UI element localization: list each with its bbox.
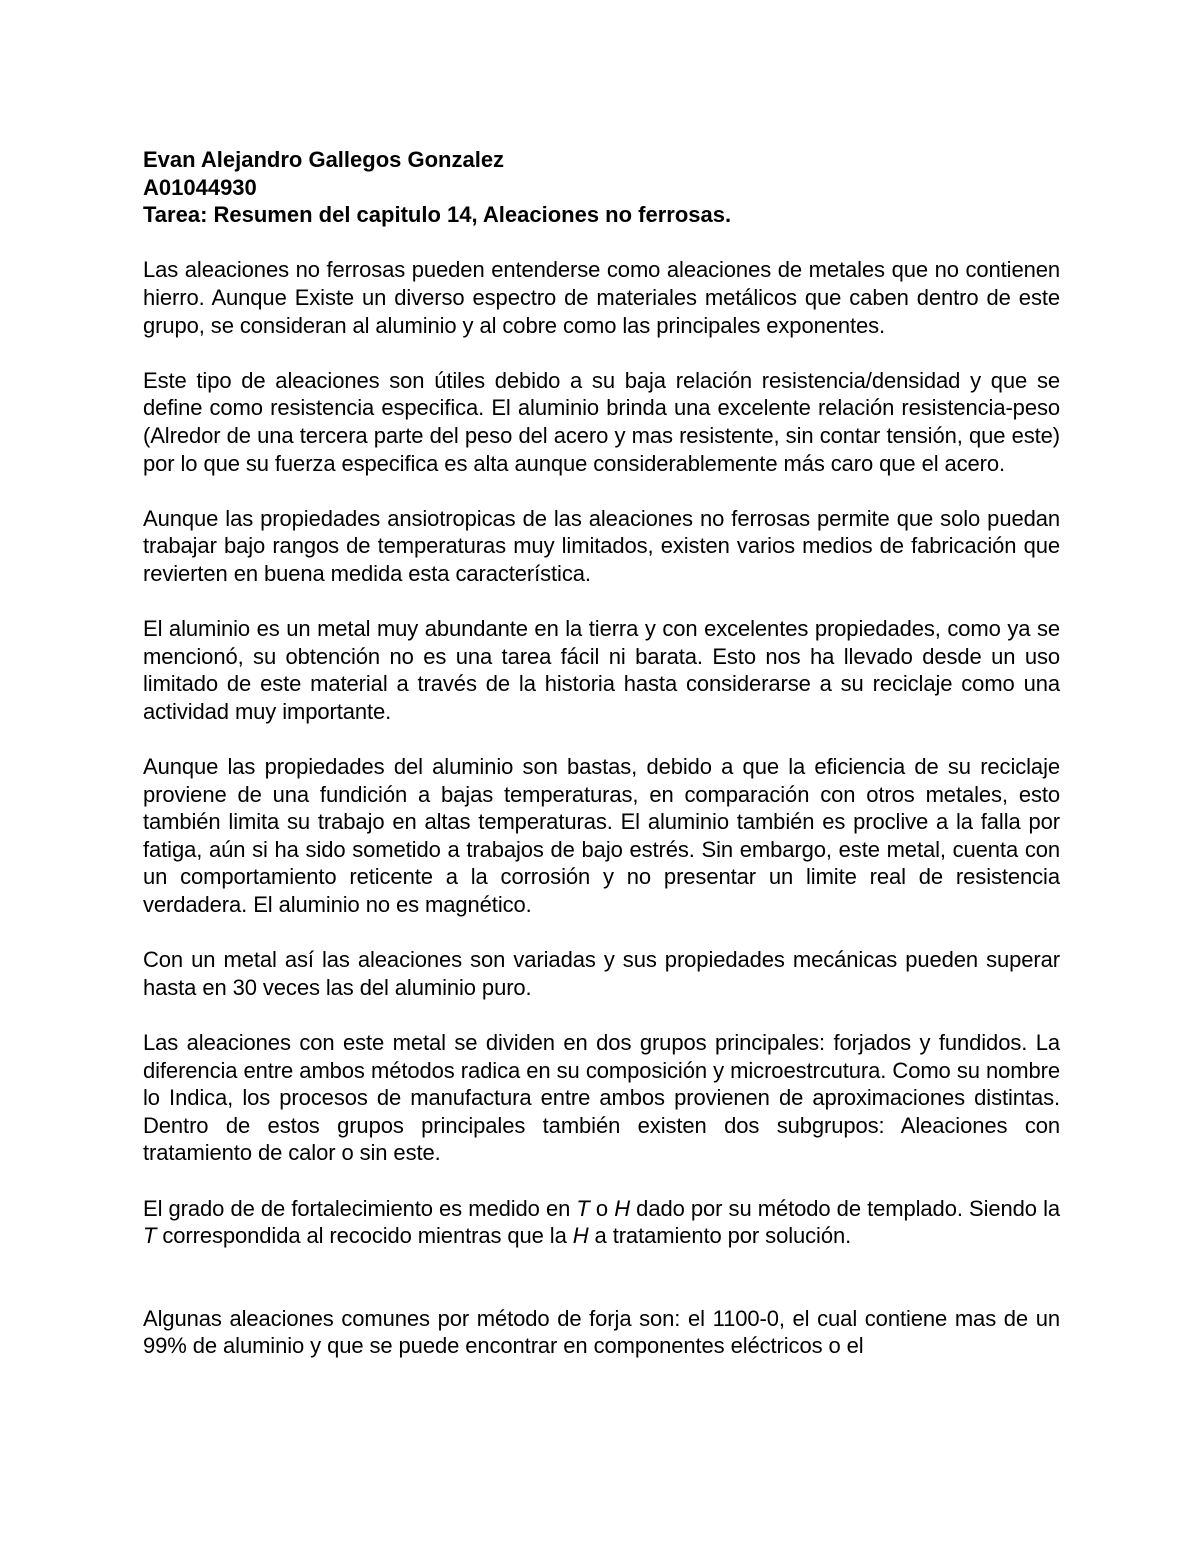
paragraph-8-text-3: dado por su método de templado. Siendo la — [630, 1195, 1060, 1221]
document-body — [143, 146, 1060, 1360]
student-id: A01044930 — [143, 174, 257, 200]
temper-h-symbol-2: H — [572, 1223, 589, 1249]
paragraph-2: Este tipo de aleaciones son útiles debido a su baja relación resistencia/densidad y que se define como resistencia especifica. El aluminio brinda una excelente relación resistencia-peso (Alredor de una tercera parte del peso del acero y mas resistente, sin contar tensión, que este) por lo que su fuerza especifica es alta aunque considerablemente más caro que el acero. — [143, 367, 1060, 476]
paragraph-9: Algunas aleaciones comunes por método de forja son: el 1100-0, el cual contiene mas de un 99% de aluminio y que se puede encontrar en componentes eléctricos o el — [143, 1305, 1060, 1359]
paragraph-5: Aunque las propiedades del aluminio son bastas, debido a que la eficiencia de su reciclaje proviene de una fundición a bajas temperaturas, en comparación con otros metales, esto también limita su trabajo en altas temperaturas. El aluminio también es proclive a la falla por fatiga, aún si ha sido sometido a trabajos de bajo estrés. Sin embargo, este metal, cuenta con un comportamiento reticente a la corrosión y no presentar un limite real de resistencia verdadera. El aluminio no es magnético. — [143, 754, 1060, 918]
temper-t-symbol: T — [576, 1195, 590, 1221]
paragraph-8-text-4: correspondida al recocido mientras que la — [156, 1223, 573, 1249]
paragraph-4: El aluminio es un metal muy abundante en la tierra y con excelentes propiedades, como ya se mencionó, su obtención no es una tarea fácil ni barata. Esto nos ha llevado desde un uso limitado de este material a través de la historia hasta considerarse a su reciclaje como una actividad muy importante. — [143, 616, 1060, 724]
temper-h-symbol: H — [614, 1195, 631, 1221]
paragraph-6: Con un metal así las aleaciones son variadas y sus propiedades mecánicas pueden superar hasta en 30 veces las del aluminio puro. — [143, 947, 1060, 1000]
author-name: Evan Alejandro Gallegos Gonzalez — [143, 147, 505, 172]
temper-t-symbol-2: T — [143, 1223, 157, 1249]
paragraph-3: Aunque las propiedades ansiotropicas de las aleaciones no ferrosas permite que solo puedan trabajar bajo rangos de temperaturas muy limitados, existen varios medios de fabricación que revierten en buena medida esta característica. — [143, 505, 1060, 586]
paragraph-8-text-1: El grado de de fortalecimiento es medido en — [143, 1195, 577, 1221]
paragraph-7: Las aleaciones con este metal se dividen en dos grupos principales: forjados y fundidos. La diferencia entre ambos métodos radica en su composición y microestrcutura. Como su nombre lo Indica, los procesos de manufactura entre ambos provienen de aproximaciones distintas. Dentro de estos grupos principales también existen dos subgrupos: Aleaciones con tratamiento de calor o sin este. — [143, 1030, 1060, 1166]
paragraph-8-text-5: a tratamiento por solución. — [588, 1223, 852, 1249]
paragraph-1: Las aleaciones no ferrosas pueden entenderse como aleaciones de metales que no contienen hierro. Aunque Existe un diverso espectro de materiales metálicos que caben dentro de este grupo, se consideran al aluminio y al cobre como las principales exponentes. — [143, 257, 1060, 338]
paragraph-8-text-2: o — [589, 1195, 615, 1221]
paragraph-8 — [143, 1195, 1060, 1250]
assignment-title: Tarea: Resumen del capitulo 14, Aleaciones no ferrosas. — [143, 202, 732, 228]
